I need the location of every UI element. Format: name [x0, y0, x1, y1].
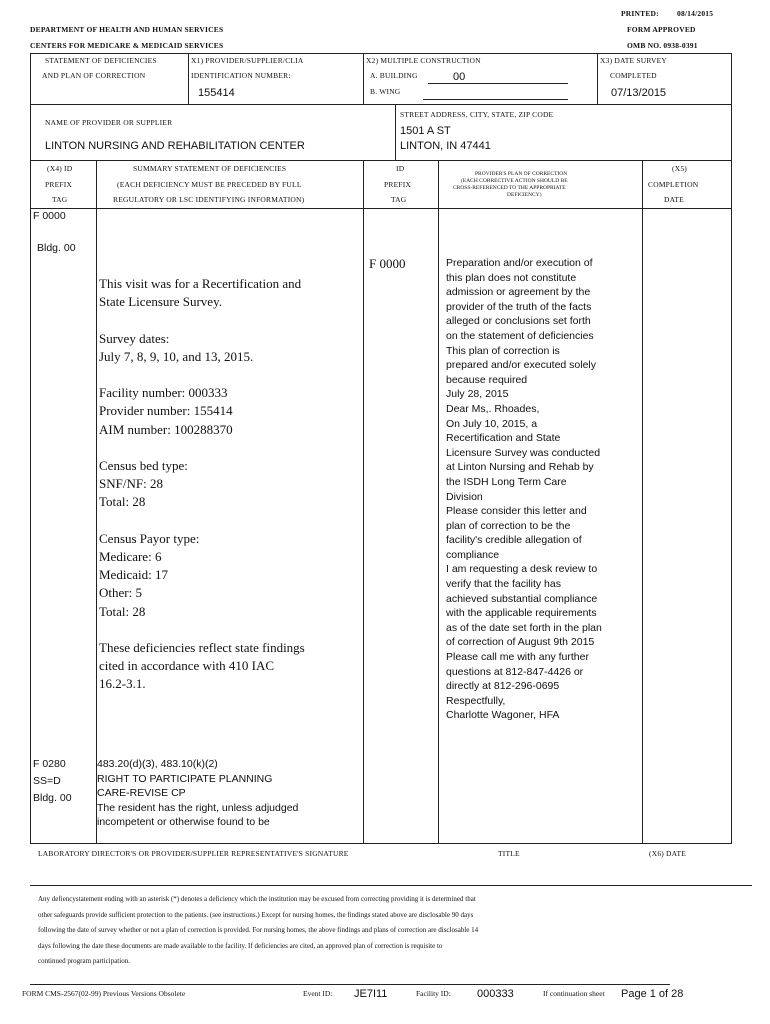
grid-line	[597, 53, 598, 104]
col-x5-line3: DATE	[664, 195, 684, 204]
title-label: TITLE	[498, 849, 520, 858]
provider-name-label: NAME OF PROVIDER OR SUPPLIER	[45, 118, 173, 127]
printed-date: 08/14/2015	[677, 9, 714, 18]
col-x5-line1: (X5)	[672, 164, 687, 173]
provider-name-value: LINTON NURSING AND REHABILITATION CENTER	[45, 140, 305, 152]
survey-date-value: 07/13/2015	[611, 87, 667, 99]
grid-line	[30, 104, 732, 105]
building-label: A. BUILDING	[370, 71, 418, 80]
form-approved: FORM APPROVED	[627, 25, 696, 34]
wing-label: B. WING	[370, 87, 401, 96]
facility-id-value: 000333	[477, 988, 514, 1000]
x1-label-2: IDENTIFICATION NUMBER:	[191, 71, 291, 80]
deficiency-text: 483.20(d)(3), 483.10(k)(2) RIGHT TO PARTICIPATE PLANNING CARE-REVISE CP The resident has the right, unless adjudged incompetent or otherwise found to be	[97, 758, 299, 828]
page-number: Page 1 of 28	[621, 988, 684, 1000]
grid-line	[642, 160, 643, 843]
provider-id-value: 155414	[198, 87, 235, 99]
event-id-label: Event ID:	[303, 989, 333, 998]
summary-statement: This visit was for a Recertification and State Licensure Survey. Survey dates: July 7, 8, 9, 10, and 13, 2015. Facility number: 000333 Provider number: 155414 AIM number: 100288370 Census bed type: SNF/NF: 28 Total: 28 Census Payor type: Medicare: 6 Medicaid: 17 Other: 5 Total: 28 These deficiencies reflect state findings cited in accordance with 410 IAC 16.2-3.1.	[99, 276, 305, 692]
event-id-value: JE7I11	[354, 988, 388, 1000]
grid-line	[30, 53, 31, 843]
building-underline	[428, 83, 568, 84]
tag-f0280: F 0280 SS=D Bldg. 00	[33, 758, 72, 804]
col-x4-line2: PREFIX	[45, 180, 73, 189]
omb-number: OMB NO. 0938-0391	[627, 41, 698, 50]
col-plan-line2: (EACH CORRECTIVE ACTION SHOULD BE	[461, 178, 568, 184]
col-summary-line3: REGULATORY OR LSC IDENTIFYING INFORMATION)	[113, 195, 305, 204]
footer-rule	[30, 984, 670, 985]
col-x4-line3: TAG	[52, 195, 68, 204]
statement-label-1: STATEMENT OF DEFICIENCIES	[45, 56, 157, 65]
grid-line	[438, 160, 439, 843]
tag-bldg-00: Bldg. 00	[37, 242, 76, 254]
grid-line	[30, 885, 752, 886]
continuation-label: If continuation sheet	[543, 989, 605, 998]
address-line2: LINTON, IN 47441	[400, 140, 491, 152]
form-number: FORM CMS-2567(02-99) Previous Versions Obsolete	[22, 989, 186, 998]
x3-label-1: X3) DATE SURVEY	[600, 56, 667, 65]
grid-line	[30, 208, 732, 209]
grid-line	[30, 843, 732, 844]
col-summary-line2: (EACH DEFICIENCY MUST BE PRECEDED BY FULL	[117, 180, 302, 189]
plan-of-correction: Preparation and/or execution of this plan does not constitute admission or agreement by the provider of the truth of the facts alleged or conclusions set forth on the statement of deficiencies This plan of correction is prepared and/or executed solely because required July 28, 2015 Dear Ms,. Rhoades, On July 10, 2015, a Recertification and State Licensure Survey was conducted at Linton Nursing and Rehab by the ISDH Long Term Care Division Please consider this letter and plan of correction to be the facility's credible allegation of compliance I am requesting a desk review to verify that the facility has achieved substantial compliance with the applicable requirements as of the date set forth in the plan of correction of August 9th 2015 Please call me with any further questions at 812-847-4426 or directly at 812-296-0695 Respectfully, Charlotte Wagoner, HFA	[446, 257, 602, 722]
plan-tag-f0000: F 0000	[369, 256, 406, 271]
grid-line	[30, 53, 732, 54]
grid-line	[731, 53, 732, 843]
col-plan-line3: CROSS-REFERENCED TO THE APPROPRIATE	[453, 185, 566, 191]
x1-label-1: X1) PROVIDER/SUPPLIER/CLIA	[191, 56, 304, 65]
col-id-line1: ID	[396, 164, 405, 173]
address-label: STREET ADDRESS, CITY, STATE, ZIP CODE	[400, 110, 554, 119]
wing-underline	[423, 99, 568, 100]
grid-line	[363, 53, 364, 104]
grid-line	[395, 104, 396, 160]
x3-label-2: COMPLETED	[610, 71, 657, 80]
statement-label-2: AND PLAN OF CORRECTION	[42, 71, 146, 80]
building-value: 00	[453, 71, 466, 83]
date-label: (X6) DATE	[649, 849, 687, 858]
col-x4-line1: (X4) ID	[47, 164, 73, 173]
grid-line	[188, 53, 189, 104]
col-id-line2: PREFIX	[384, 180, 412, 189]
col-x5-line2: COMPLETION	[648, 180, 699, 189]
tag-f0000: F 0000	[33, 210, 66, 222]
address-line1: 1501 A ST	[400, 125, 451, 137]
facility-id-label: Facility ID:	[416, 989, 451, 998]
grid-line	[363, 160, 364, 843]
department-title: DEPARTMENT OF HEALTH AND HUMAN SERVICES	[30, 25, 224, 34]
col-plan-line4: DEFICIENCY)	[507, 192, 542, 198]
printed-label: PRINTED:	[621, 9, 659, 18]
col-plan-line1: PROVIDER'S PLAN OF CORRECTION	[475, 171, 568, 177]
col-summary-line1: SUMMARY STATEMENT OF DEFICIENCIES	[133, 164, 287, 173]
col-id-line3: TAG	[391, 195, 407, 204]
grid-line	[30, 160, 732, 161]
footnote: Any defiencystatement ending with an asterisk (*) denotes a deficiency which the institution may be excused from correcting providing it is determined that other safeguards provide sufficient protection to the patients. (see instructions.) Except for nursing homes, the findings stated above are disclosable 90 days following the date of survey whether or not a plan of correction is provided. For nursing homes, the above findings and plans of correction are disclosable 14 days following the date these documents are made available to the facility. If deficiencies are cited, an approved plan of correction is requisite to continued program participation.	[38, 895, 479, 965]
grid-line	[96, 160, 97, 843]
centers-title: CENTERS FOR MEDICARE & MEDICAID SERVICES	[30, 41, 224, 50]
x2-label: X2) MULTIPLE CONSTRUCTION	[366, 56, 481, 65]
signature-label: LABORATORY DIRECTOR'S OR PROVIDER/SUPPLIER REPRESENTATIVE'S SIGNATURE	[38, 849, 349, 858]
